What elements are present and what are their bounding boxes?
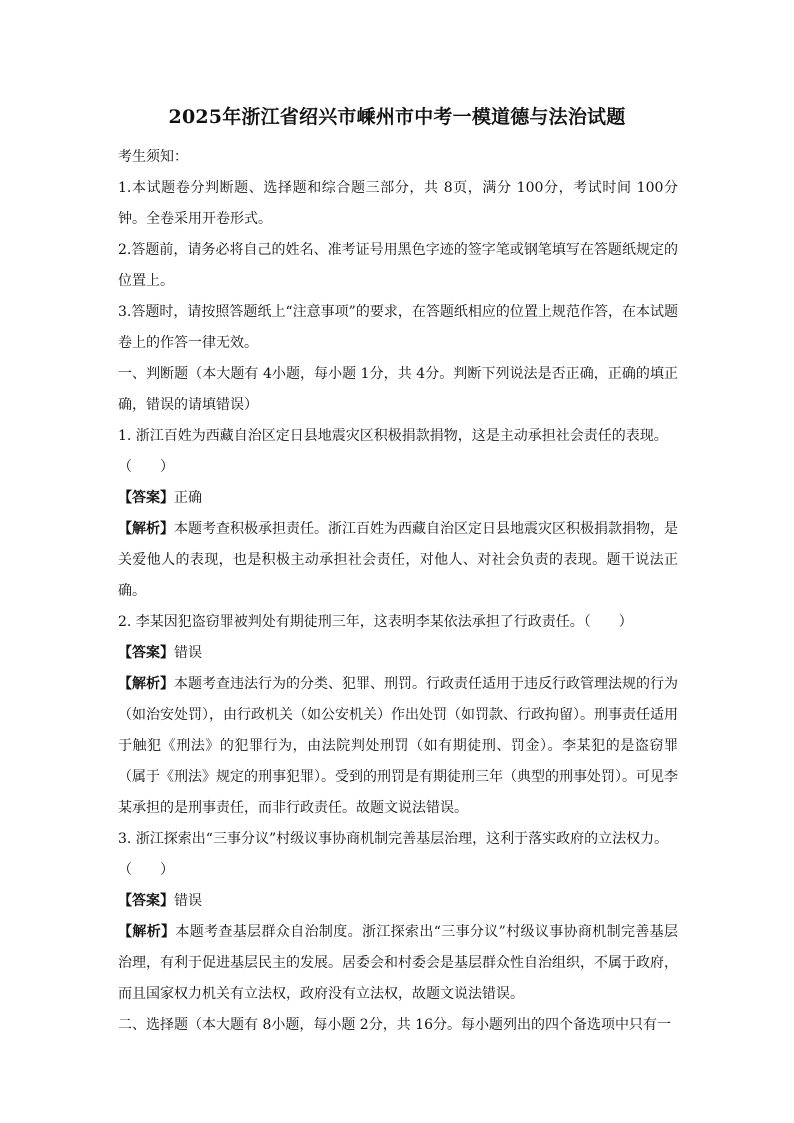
question-3-analysis <box>118 917 678 1010</box>
notice-item-2: 2.答题前，请务必将自己的姓名、准考证号用黑色字迹的签字笔或钢笔填写在答题纸规定的位置上。 <box>118 242 678 289</box>
document-title: 2025年浙江省绍兴市嵊州市中考一模道德与法治试题 <box>168 106 626 128</box>
analysis-tag: 【解析】 <box>118 924 176 940</box>
question-1-blank: （ ） <box>118 459 174 475</box>
notice-item-3: 3.答题时，请按照答题纸上“注意事项”的要求，在答题纸相应的位置上规范作答，在本试题卷上的作答一律无效。 <box>118 304 678 351</box>
analysis-text: 本题考查违法行为的分类、犯罪、刑罚。行政责任适用于违反行政管理法规的行为（如治安处罚），由行政机关（如公安机关）作出处罚（如罚款、行政拘留）。刑事责任适用于触犯《刑法》的犯罪行为，由法院判处刑罚（如有期徒刑、罚金）。李某犯的是盗窃罪（属于《刑法》规定的刑事犯罪）。受到的刑罚是有期徒刑三年（典型的刑事处罚）。可见李某承担的是刑事责任，而非行政责任。故题文说法错误。 <box>118 676 678 816</box>
question-1-answer <box>118 483 678 514</box>
section-2-heading: 二、选择题（本大题有 8小题，每小题 2分，共 16分。每小题列出的四个备选项中只有一 <box>118 1017 671 1033</box>
analysis-text: 本题考查积极承担责任。浙江百姓为西藏自治区定日县地震灾区积极捐款捐物，是关爱他人的表现，也是积极主动承担社会责任，对他人、对社会负责的表现。题干说法正确。 <box>118 521 678 599</box>
answer-tag: 【答案】 <box>118 490 174 506</box>
section-1-heading: 一、判断题（本大题有 4小题，每小题 1分，共 4分。判断下列说法是否正确，正确的填正确，错误的请填错误） <box>118 366 678 413</box>
answer-value: 正确 <box>174 490 202 506</box>
analysis-text: 本题考查基层群众自治制度。浙江探索出“三事分议”村级议事协商机制完善基层治理，有利于促进基层民主的发展。居委会和村委会是基层群众性自治组织，不属于政府，而且国家权力机关有立法权，政府没有立法权，故题文说法错误。 <box>118 924 679 1002</box>
answer-tag: 【答案】 <box>118 645 174 661</box>
answer-value: 错误 <box>174 893 202 909</box>
notice-item-1: 1.本试题卷分判断题、选择题和综合题三部分，共 8页，满分 100分，考试时间 100分钟。全卷采用开卷形式。 <box>118 180 678 227</box>
document-body <box>118 142 678 1041</box>
analysis-tag: 【解析】 <box>118 676 174 692</box>
question-3: 3. 浙江探索出“三事分议”村级议事协商机制完善基层治理，这利于落实政府的立法权力。 <box>118 831 669 847</box>
answer-value: 错误 <box>174 645 202 661</box>
question-1: 1. 浙江百姓为西藏自治区定日县地震灾区积极捐款捐物，这是主动承担社会责任的表现。 <box>118 428 668 444</box>
question-1-analysis <box>118 514 678 607</box>
notice-heading: 考生须知： <box>118 149 188 165</box>
answer-tag: 【答案】 <box>118 893 174 909</box>
question-3-blank: （ ） <box>118 862 174 878</box>
question-2-analysis <box>118 669 678 824</box>
question-2-answer <box>118 638 678 669</box>
analysis-tag: 【解析】 <box>118 521 174 537</box>
question-2: 2. 李某因犯盗窃罪被判处有期徒刑三年，这表明李某依法承担了行政责任。（ ） <box>118 614 633 630</box>
question-3-answer <box>118 886 678 917</box>
